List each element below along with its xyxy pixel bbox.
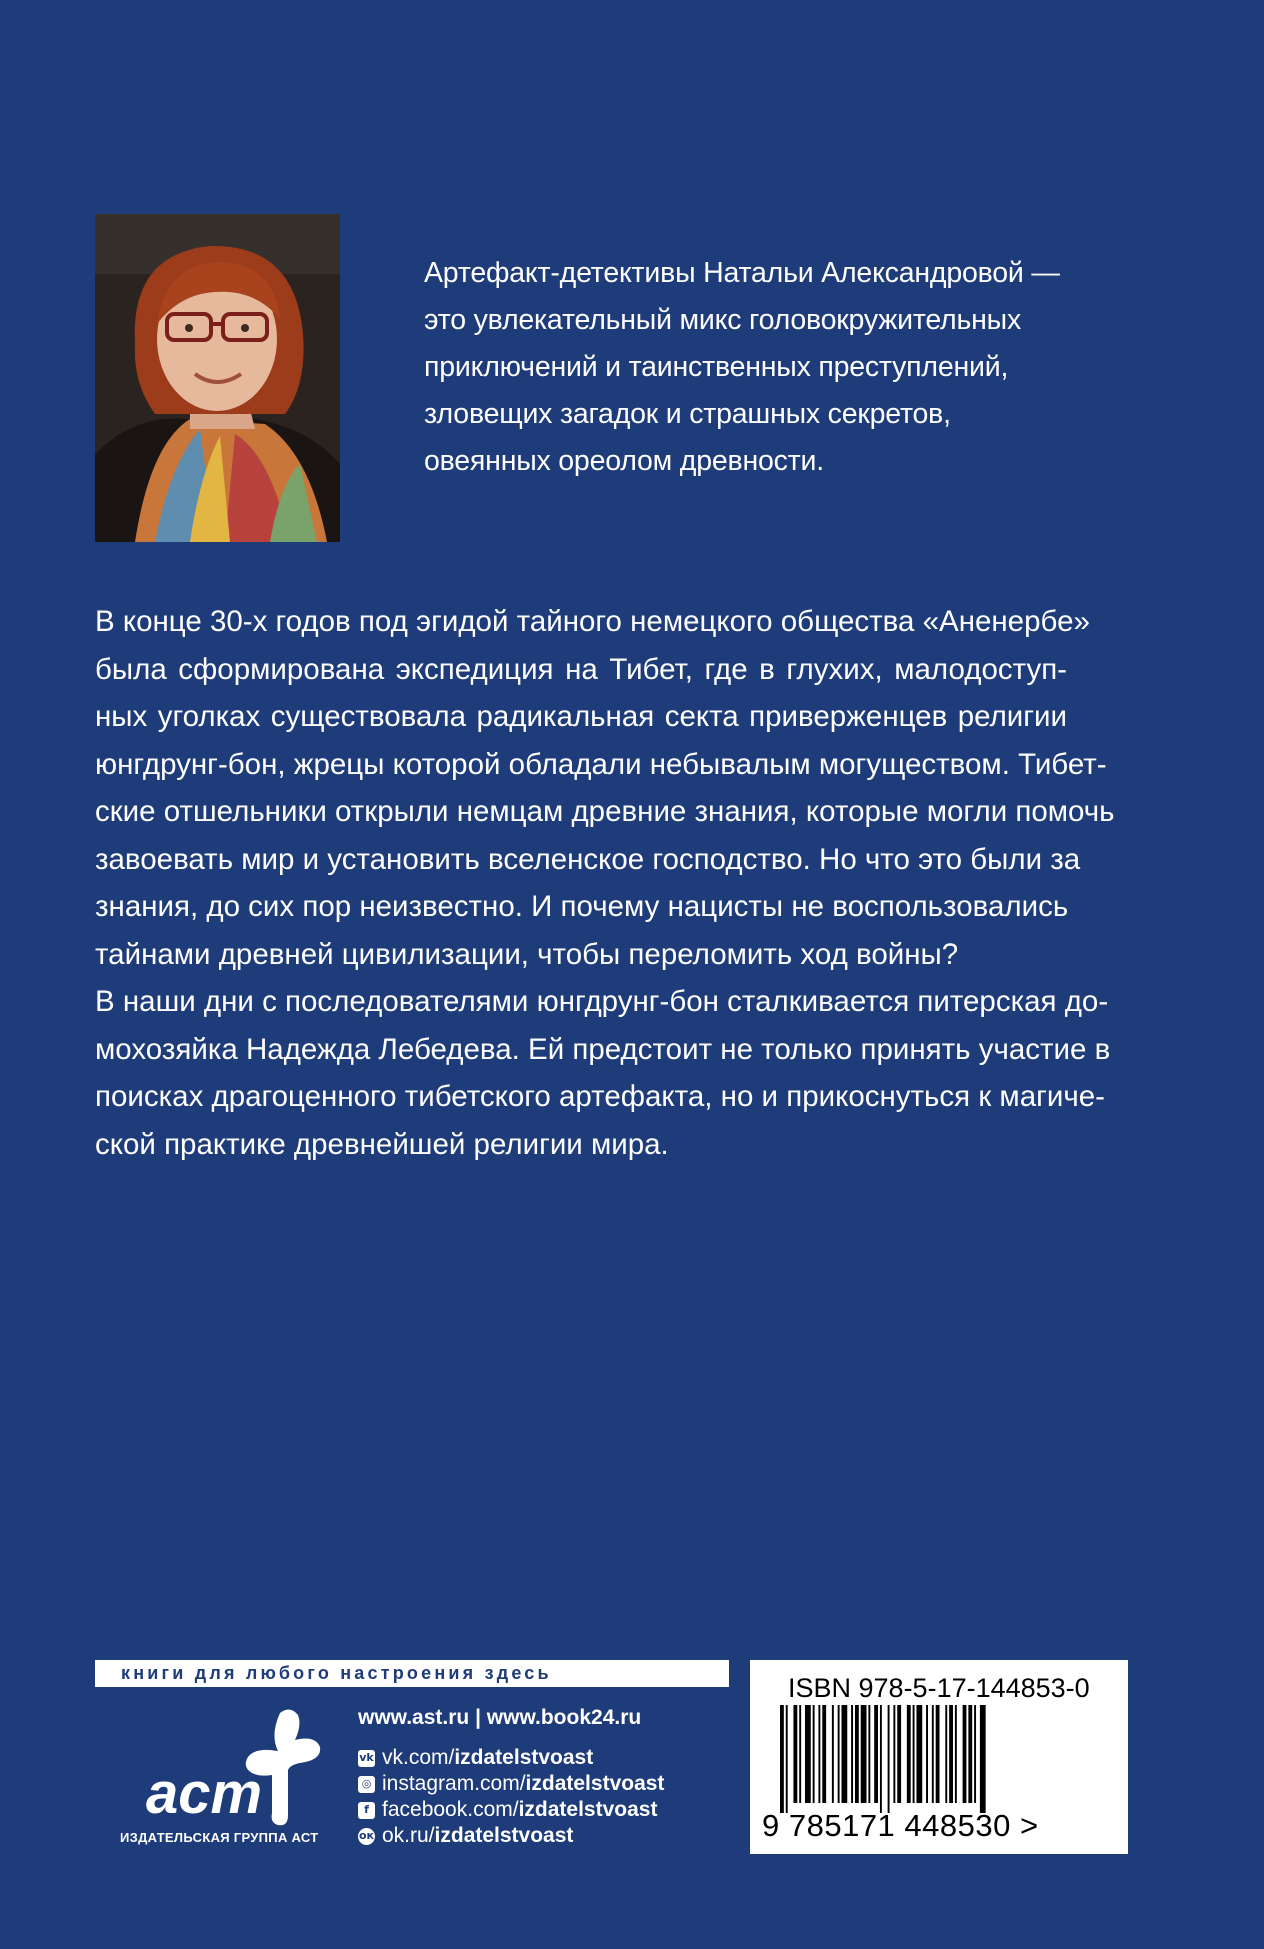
publisher-caption: ИЗДАТЕЛЬСКАЯ ГРУППА АСТ [120,1830,319,1845]
barcode-bar [893,1705,895,1803]
barcode-bar [861,1705,867,1803]
logo-text: аст [146,1761,263,1826]
barcode-bar [851,1705,853,1803]
vk-icon: vk [358,1750,375,1767]
ean-digits: 9 785171 448530 > [762,1808,1039,1843]
intro-line: это увлекательный микс головокружительных [424,304,1022,336]
facebook-icon: f [358,1802,375,1819]
barcode-bar [842,1705,848,1803]
author-portrait-icon [95,214,340,542]
tagline-banner: книги для любого настроения здесь [95,1660,729,1687]
odnoklassniki-icon: ок [358,1828,375,1845]
book-annotation [95,598,1115,1168]
social-link-instagram[interactable] [358,1771,664,1797]
barcode-bar [980,1705,986,1813]
barcode-icon [764,1705,1112,1813]
social-prefix: instagram.com/ [382,1772,526,1795]
barcode-bar [868,1705,870,1803]
social-prefix: ok.ru/ [382,1824,435,1847]
website-links[interactable]: www.ast.ru | www.book24.ru [358,1706,642,1729]
isbn-number: ISBN 978-5-17-144853-0 [788,1673,1090,1703]
author-photo [95,214,340,542]
social-link-vk[interactable] [358,1745,664,1771]
annotation-line: В конце 30-х годов под эгидой тайного немецкого общества «Аненербе» [95,605,1090,638]
social-prefix: facebook.com/ [382,1798,519,1821]
barcode-bar [888,1705,890,1813]
intro-line: овеянных ореолом древности. [424,445,824,477]
barcode-bar [968,1705,972,1803]
barcode-bar [963,1705,967,1803]
isbn-barcode-label [750,1660,1128,1854]
social-link-facebook[interactable] [358,1797,664,1823]
barcode-bar [880,1705,882,1813]
barcode-bar [822,1705,826,1803]
barcode-bar [907,1705,911,1803]
barcode-bar [793,1705,797,1803]
social-link-odnoklassniki[interactable] [358,1823,664,1849]
annotation-line: завоевать мир и установить вселенское господство. Но что это были за [95,842,1081,876]
annotation-line: ской практике древнейшей религии мира. [95,1127,669,1161]
annotation-line: была сформирована экспедиция на Тибет, где в глухих, малодоступ- [95,652,1067,686]
barcode-bar [855,1705,859,1803]
barcode-bar [945,1705,947,1803]
barcode-bar [838,1705,840,1803]
barcode-bar [932,1705,934,1803]
barcode-bar [805,1705,811,1803]
social-handle: izdatelstvoast [525,1772,665,1795]
annotation-line: ных уголках существовала радикальная секта приверженцев религии [95,700,1067,733]
barcode-bar [897,1705,901,1803]
barcode-bar [799,1705,801,1803]
social-links [358,1745,664,1849]
annotation-line: поисках драгоценного тибетского артефакта, но и прикоснуться к магиче- [95,1080,1105,1113]
annotation-line: В наши дни с последователями юнгдрунг-бон сталкивается питерская до- [95,985,1109,1018]
intro-blurb [424,250,1124,485]
intro-line: зловещих загадок и страшных секретов, [424,398,951,430]
barcode-bar [955,1705,957,1803]
barcode-bar [780,1705,784,1813]
barcode-bar [832,1705,834,1803]
barcode-bar [818,1705,820,1803]
barcode-bar [786,1705,788,1813]
annotation-line: знания, до сих пор неизвестно. И почему нацисты не воспользовались [95,890,1069,923]
annotation-line: тайнами древней цивилизации, чтобы переломить ход войны? [95,937,959,971]
annotation-line: юнгдрунг-бон, жрецы которой обладали небывалым могуществом. Тибет- [95,747,1107,781]
social-handle: izdatelstvoast [454,1746,594,1769]
social-handle: izdatelstvoast [434,1824,574,1847]
barcode-bar [813,1705,815,1803]
intro-line: приключений и таинственных преступлений, [424,351,1009,383]
intro-line: Артефакт-детективы Натальи Александровой — [424,257,1060,289]
barcode-bar [913,1705,915,1803]
barcode-bar [936,1705,940,1803]
barcode-bar [974,1705,976,1803]
barcode-bar [926,1705,928,1803]
annotation-line: мохозяйка Надежда Лебедева. Ей предстоит не только принять участие в [95,1032,1111,1066]
barcode-bar [916,1705,922,1803]
barcode-bar [949,1705,953,1803]
barcode-bar [874,1705,878,1803]
annotation-line: ские отшельники открыли немцам древние знания, которые могли помочь [95,795,1115,828]
social-prefix: vk.com/ [382,1746,455,1769]
social-handle: izdatelstvoast [518,1798,658,1821]
instagram-icon: ◎ [358,1776,375,1793]
